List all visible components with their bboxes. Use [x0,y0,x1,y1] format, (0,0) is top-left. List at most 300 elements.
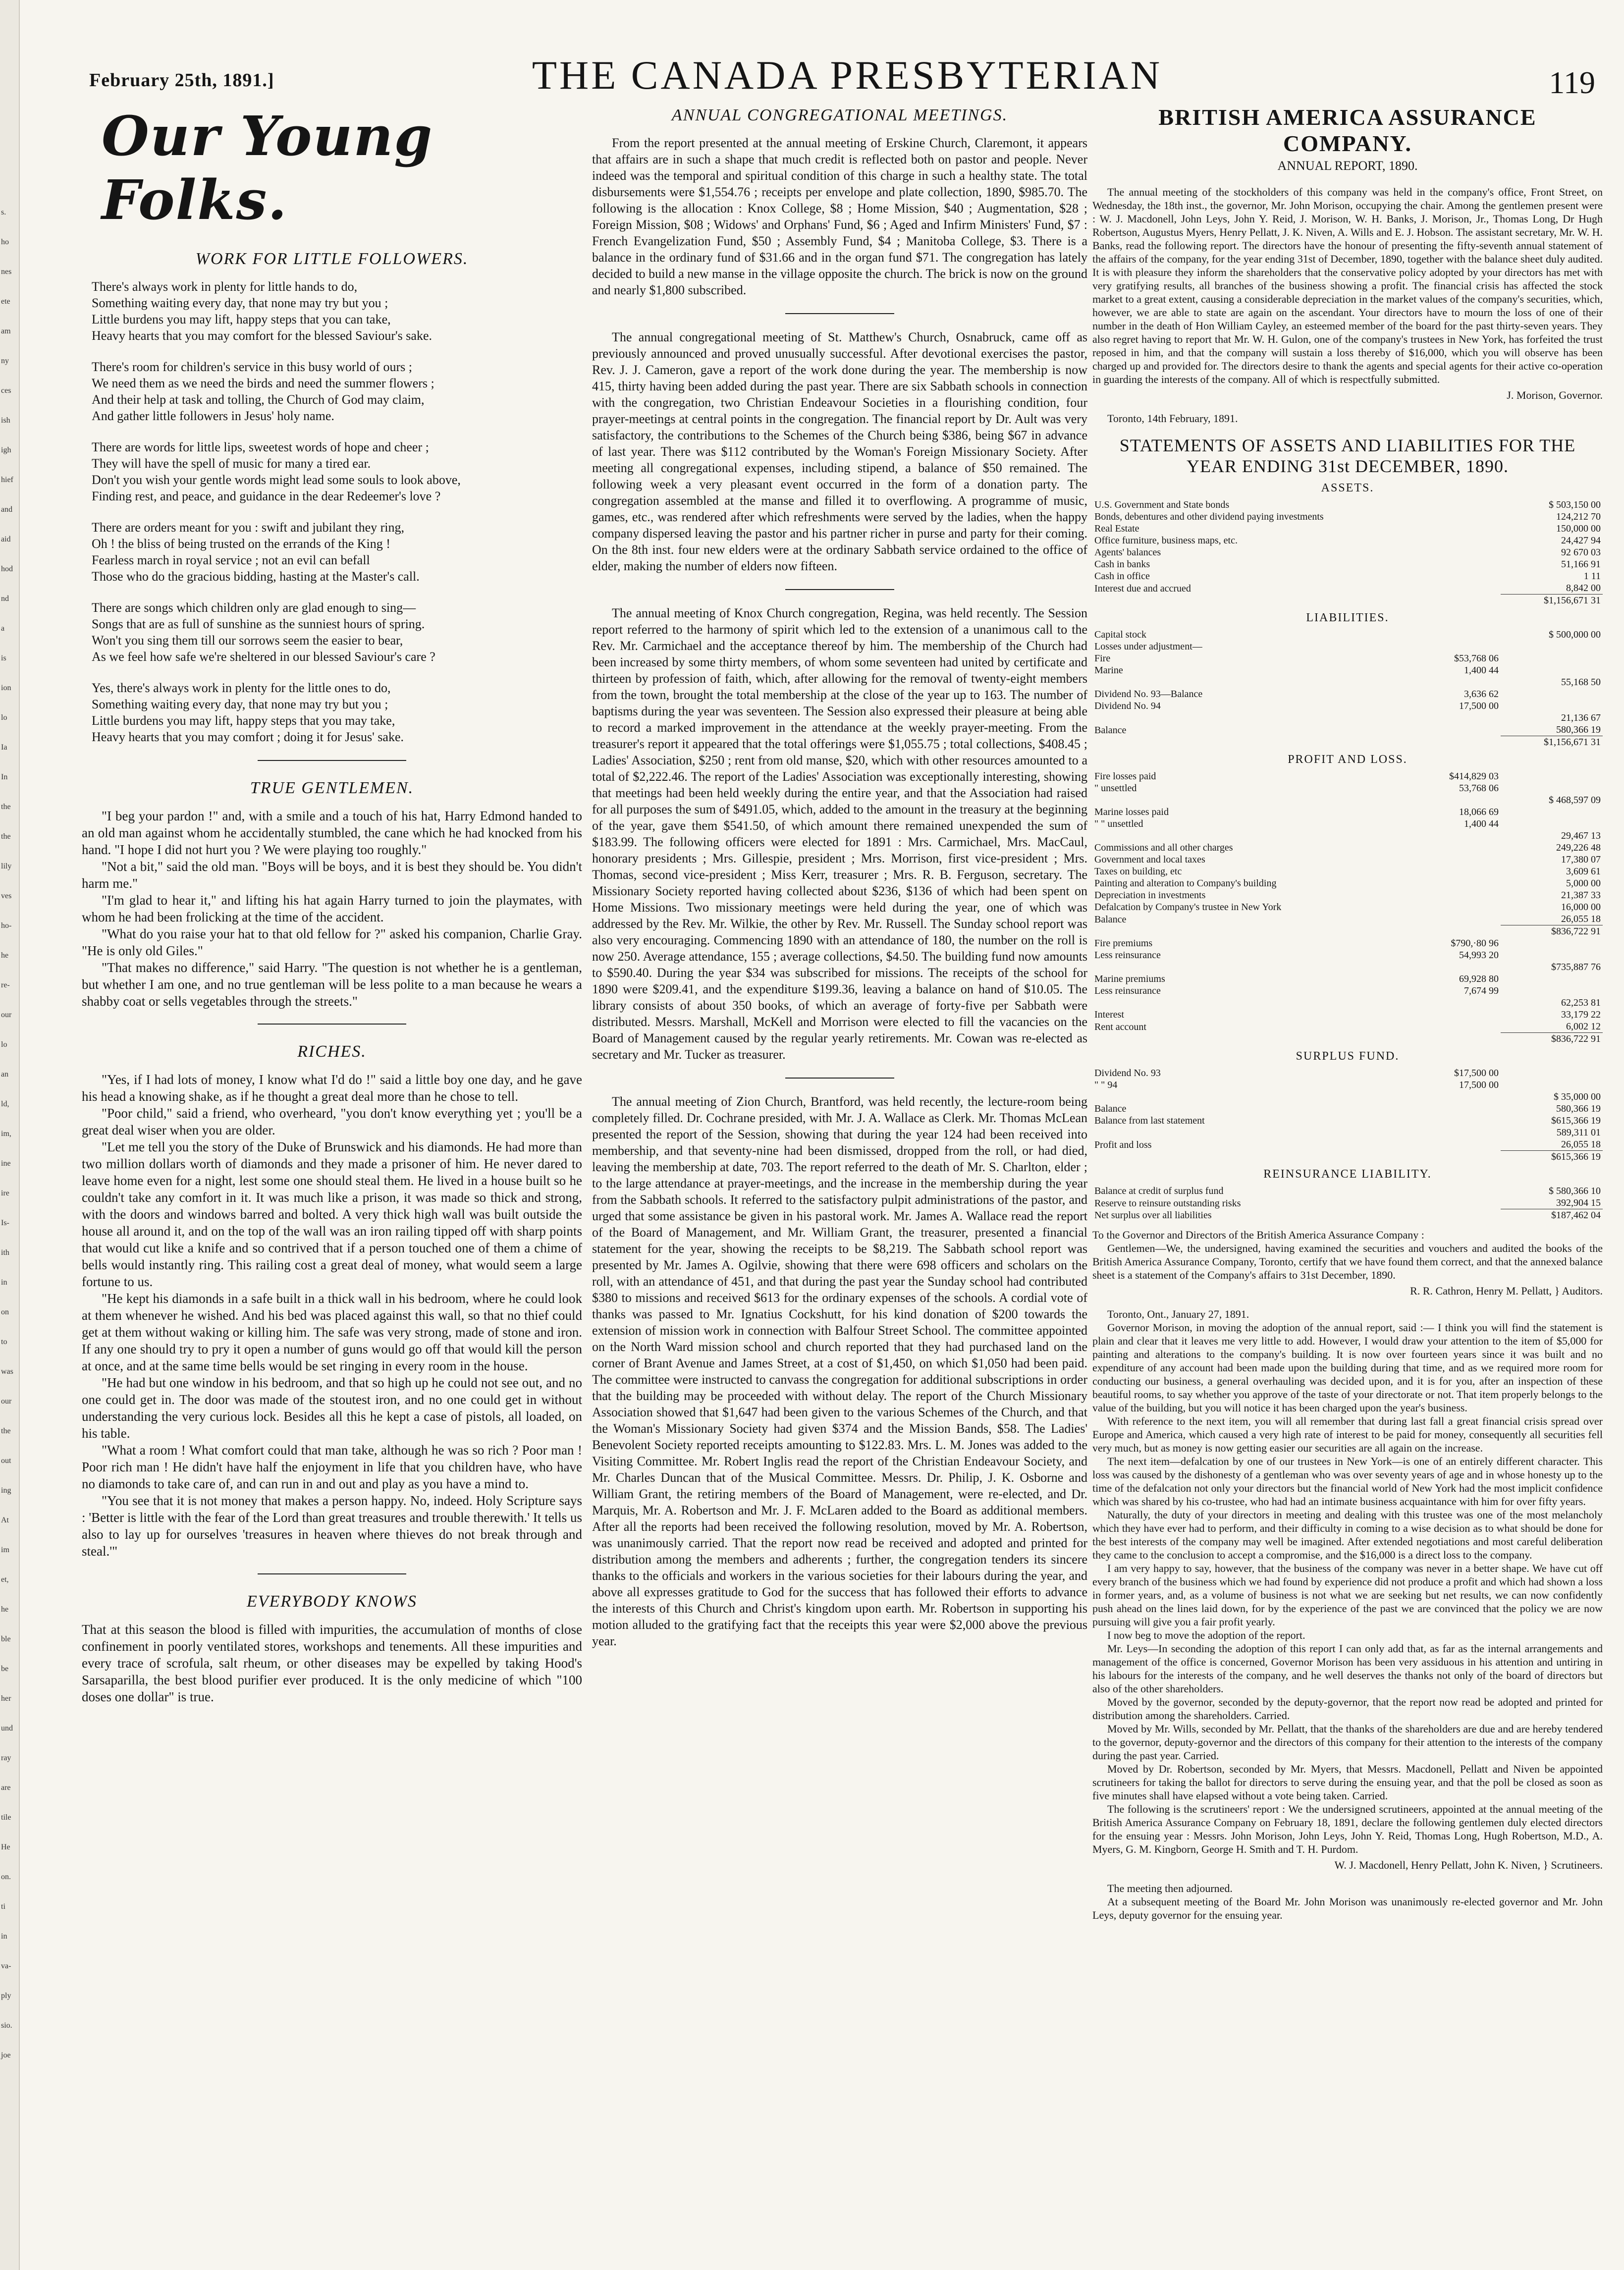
account-subamount [1399,889,1501,901]
governor-signature: J. Morison, Governor. [1507,389,1603,401]
clip-fragment: her [1,1694,11,1703]
account-amount [1501,1067,1603,1079]
clip-fragment: our [1,1011,12,1019]
account-row [1092,629,1603,641]
meeting-report: The annual congregational meeting of St. Matthew's Church, Osnabruck, came off as previously announced and proved unusually successful. After devotional exercises the pastor, Rev. J. J. Cameron, gave a report of the work done during the year. The membership is now 415, thirty having been added during the past year. There are six Sabbath schools in connection with the congregation, two Christian Endeavour Societies in a flourishing condition, four prayer-meetings at central points in the congregation. The financial report by Dr. Ault was very satisfactory, the contributions to the Schemes of the Church being $386, being $67 in advance of last year. There was $112 contributed by the Woman's Foreign Missionary Society. After meeting all congregational expenses, including stipend, a balance of $50 remained. The following week a very pleasant event occurred in the form of a donation party. The congregation assembled at the manse and filled it to overflowing. A programme of music, games, etc., was rendered after which refreshments were served by the ladies, when the happy company dispersed leaving the pastor and his partner richer in purse and party for their coming. On the 8th inst. four new elders were at the ordinary Sabbath service ordained to the office of elder, making the number of elders now fifteen. [592,330,1087,573]
account-amount: 5,000 00 [1566,878,1601,889]
clip-fragment: is [1,654,6,662]
meeting-report: From the report presented at the annual meeting of Erskine Church, Claremont, it appears that affairs are in such a shape that much credit is reflected both on pastor and people. Never indeed was the temporal and spiritual condition of this charge in such a healthy state. The total disbursements were $1,554.76 ; receipts per envelope and plate collection, 1890, $985.70. The following is the allocation : Knox College, $8 ; Home Mission, $40 ; Augmentation, $28 ; Foreign Mission, $08 ; Widows' and Orphans' Fund, $6 ; Aged and Infirm Ministers' Fund, $7 : French Evangelization Fund, $50 ; Assembly Fund, $4 ; Manitoba College, $3. There is a balance in the ordinary fund of $31.66 and in the organ fund $71. The congregation has lately decided to build a new manse in the village opposite the church. The brick is now on the ground and nearly $1,800 subscribed. [592,136,1087,297]
table-title: SURPLUS FUND. [1296,1050,1400,1063]
account-label [1092,712,1399,724]
proceedings-paragraph: Moved by the governor, seconded by the deputy-governor, that the report now read be adopted and printed for distribution among the shareholders. Carried. [1092,1696,1603,1722]
account-label: Dividend No. 94 [1094,701,1161,711]
poem-line: There are orders meant for you : swift and jubilant they ring, [92,520,405,535]
clip-fragment: a [1,624,5,633]
clip-fragment: Ia [1,743,7,752]
account-amount [1501,973,1603,985]
account-label: Government and local taxes [1094,854,1205,865]
account-amount [1501,985,1603,997]
account-row [1092,818,1603,830]
paragraph: "Yes, if I had lots of money, I know what I'd do !" said a little boy one day, and he gave his head a knowing shake, as if he thought a great deal more than he chose to tell. [82,1072,582,1104]
account-label [1092,736,1399,749]
account-row [1092,724,1603,736]
account-amount [1501,664,1603,676]
account-subamount [1399,1151,1501,1163]
poem-line: We need them as we need the birds and need the summer flowers ; [92,376,434,390]
account-amount: 580,366 19 [1556,1103,1601,1114]
account-label [1092,1091,1399,1103]
account-label: Balance from last statement [1094,1115,1205,1126]
account-amount [1501,700,1603,712]
clip-fragment: va- [1,1962,11,1970]
account-label: Marine [1094,665,1123,676]
clip-fragment: im [1,1546,9,1554]
account-amount: $ 35,000 00 [1554,1091,1601,1102]
account-label: Agents' balances [1094,547,1161,558]
article-body-gentlemen [82,808,582,1010]
running-head [89,47,1605,111]
clip-fragment: ion [1,684,11,692]
account-label: Rent account [1094,1021,1146,1032]
poem-stanza [92,519,582,585]
account-subamount [1399,997,1501,1009]
account-amount [1501,641,1603,652]
poem-line: Don't you wish your gentle words might lead some souls to look above, [92,473,461,487]
poem-stanza [92,278,582,344]
account-total: $1,156,671 31 [1501,736,1603,749]
account-subamount [1399,582,1501,595]
poem-line: And gather little followers in Jesus' holy name. [92,409,334,423]
clip-fragment: the [1,832,11,841]
clip-fragment: was [1,1367,13,1376]
clip-fragment: he [1,1605,9,1614]
poem-line: Something waiting every day, that none may try but you ; [92,296,388,310]
account-label: Real Estate [1094,523,1139,534]
account-row [1092,937,1603,949]
poem-line: Fearless march in royal service ; not an evil can befall [92,553,370,567]
account-label: Painting and alteration to Company's building [1094,878,1277,889]
clip-fragment: and [1,505,13,514]
clip-fragment: ny [1,357,9,365]
poem-line: Heavy hearts that you may comfort ; doing it for Jesus' sake. [92,730,404,744]
account-label [1092,794,1399,806]
clip-fragment: aid [1,535,11,543]
account-label: Office furniture, business maps, etc. [1094,535,1238,546]
account-label [1092,595,1399,607]
poem-line: There's always work in plenty for little hands to do, [92,279,358,294]
account-row [1092,1127,1603,1138]
poem-line: Oh ! the bliss of being trusted on the errands of the King ! [92,537,390,551]
account-subamount [1399,865,1501,877]
account-row [1092,1021,1603,1033]
account-subamount [1399,1033,1501,1045]
account-row [1092,1115,1603,1127]
clip-fragment: he [1,951,9,960]
account-subamount: 17,500 00 [1459,1080,1499,1090]
clip-fragment: ish [1,416,10,425]
account-label: U.S. Government and State bonds [1094,499,1230,510]
divider [258,1024,406,1025]
account-amount: 589,311 01 [1556,1127,1601,1138]
account-amount: 33,179 22 [1561,1009,1601,1020]
account-table [1092,499,1603,606]
poem-line: Songs that are as full of sunshine as the sunniest hours of spring. [92,617,425,631]
account-row [1092,535,1603,546]
account-amount: 3,609 61 [1566,866,1601,877]
account-label: Marine premiums [1094,973,1165,984]
account-row [1092,1197,1603,1209]
proceedings-paragraph: Mr. Leys—In seconding the adoption of this report I can only add that, as far as the internal arrangements and management of the office is concerned, Governor Morison has been very assiduous in his attention and untiring in his labours for the interests of the company, and he well deserves the thanks not only of the board of directors but also of the other shareholders. [1092,1642,1603,1695]
account-subamount: 54,993 20 [1459,950,1499,961]
proceedings-paragraph: Moved by Dr. Robertson, seconded by Mr. Myers, that Messrs. Macdonell, Pellatt and Niven be appointed scrutineers for taking the ballot for directors to serve during the ensuing year, and that the poll be closed as soon as five minutes shall have elapsed without a vote being taken. Carried. [1092,1763,1603,1802]
account-subamount [1399,1185,1501,1197]
account-label [1092,830,1399,842]
section-heading-meetings: ANNUAL CONGREGATIONAL MEETINGS. [671,106,1008,124]
clip-fragment: our [1,1397,12,1405]
newspaper-title: THE CANADA PRESBYTERIAN [532,53,1163,98]
account-subamount: 17,500 00 [1459,701,1499,711]
clip-fragment: im, [1,1130,11,1138]
page-number: 119 [1549,65,1595,100]
clip-fragment: ho- [1,921,12,930]
account-amount: 26,055 18 [1561,914,1601,924]
account-label: Fire [1094,653,1111,664]
account-total-row [1092,1033,1603,1045]
account-subamount [1399,842,1501,854]
account-row [1092,1091,1603,1103]
article-body-riches [82,1071,582,1560]
account-row [1092,652,1603,664]
clip-fragment: ply [1,1992,11,2000]
poem-line: Heavy hearts that you may comfort for the blessed Saviour's sake. [92,328,432,343]
poem-line: There are words for little lips, sweetest words of hope and cheer ; [92,440,429,454]
account-amount: $ 468,597 09 [1549,795,1601,806]
account-row [1092,842,1603,854]
account-amount [1501,937,1603,949]
account-amount: 1 11 [1583,571,1601,582]
poem-line: Those who do the gracious bidding, hasting at the Master's call. [92,569,420,584]
account-row [1092,664,1603,676]
account-subamount [1399,535,1501,546]
clip-fragment: an [1,1070,9,1079]
proceedings-paragraph: With reference to the next item, you will all remember that during last fall a great financial crisis spread over Europe and America, which caused a very high rate of interest to be paid for money, consequently all securities fell very much, but as money is now getting easier our securities are all again on the increase. [1092,1415,1603,1454]
account-row [1092,973,1603,985]
account-amount [1501,949,1603,961]
paragraph: "He kept his diamonds in a safe built in a thick wall in his bedroom, where he could look at them whenever he wished. And his bed was placed against this wall, so that no thief could get at them without waking or killing him. The safe was very strong, made of stone and iron. If any one should try to pry it open a number of guns would go off that would kill the person at once, and at the same time bells would be set ringing in every room in the house. [82,1291,582,1373]
account-subamount [1399,1103,1501,1115]
account-label: " " unsettled [1094,818,1143,829]
account-row [1092,889,1603,901]
account-subamount [1399,901,1501,913]
clip-fragment: re- [1,981,10,989]
clip-fragment: nes [1,268,12,276]
paragraph: "I'm glad to hear it," and lifting his hat again Harry turned to join the playmates, with whom he had been frolicking at the time of the accident. [82,893,582,924]
account-subamount [1399,641,1501,652]
account-row [1092,546,1603,558]
account-label: Fire losses paid [1094,771,1156,782]
account-table [1092,1067,1603,1163]
account-amount: $ 580,366 10 [1549,1186,1601,1196]
account-label: Marine losses paid [1094,807,1169,817]
account-label [1092,961,1399,973]
report-subheading: ANNUAL REPORT, 1890. [1277,159,1418,173]
paragraph: "He had but one window in his bedroom, and that so high up he could not see out, and no one could get in. The door was made of the stoutest iron, and no one could get in without understanding the very curious lock. Besides all this he kept a case of pistols, all loaded, on his table. [82,1375,582,1441]
poem-stanza [92,359,582,424]
account-amount: 62,253 81 [1561,997,1601,1008]
proceedings-paragraph: Moved by Mr. Wills, seconded by Mr. Pellatt, that the thanks of the shareholders are due and are hereby tendered to the governor, deputy-governor and the directors of this company for their attention to the interests of the company during the past year. Carried. [1092,1723,1603,1762]
clip-fragment: be [1,1665,9,1673]
account-amount [1501,806,1603,818]
account-row [1092,877,1603,889]
account-subamount [1399,1138,1501,1151]
divider [258,760,406,761]
account-label: Commissions and all other charges [1094,842,1233,853]
auditor-signatures: R. R. Cathron, Henry M. Pellatt, } Auditors. [1410,1285,1603,1297]
account-row [1092,523,1603,535]
account-subamount [1399,1091,1501,1103]
article-title-gentlemen: TRUE GENTLEMEN. [250,779,414,797]
account-row [1092,499,1603,511]
clip-fragment: lily [1,862,12,870]
column-assurance-report [1092,104,1603,2220]
account-label: Depreciation in investments [1094,890,1206,901]
divider [785,313,894,314]
account-subamount: $17,500 00 [1454,1068,1499,1079]
account-total-row [1092,1209,1603,1222]
poem-stanza [92,439,582,504]
account-subamount: 53,768 06 [1459,783,1499,794]
poem-line: Little burdens you may lift, happy steps that you may take, [92,713,395,728]
poem-line: There's room for children's service in this busy world of ours ; [92,360,412,374]
clip-fragment: ti [1,1902,5,1911]
account-label: Less reinsurance [1094,950,1161,961]
clip-fragment: the [1,1427,11,1435]
account-total-row [1092,925,1603,938]
table-title: REINSURANCE LIABILITY. [1263,1168,1432,1181]
account-row [1092,1009,1603,1021]
account-subamount: 18,066 69 [1459,807,1499,817]
account-amount: 92 670 03 [1561,547,1601,558]
account-subamount [1399,854,1501,865]
paragraph: "That makes no difference," said Harry. "The question is not whether he is a gentleman, but whether I am one, and no true gentleman will be less polite to a man because he wears a shabby coat or sells vegetables through the streets." [82,960,582,1009]
proceedings-paragraph: Naturally, the duty of your directors in meeting and dealing with this trustee was one of the most melancholy which they have ever had to perform, and their difficulty in coming to a wise decision as to what should be done for the best interests of the company may well be imagined. After extended negotiations and most careful deliberation they came to the conclusion to accept a compromise, and the $16,000 is a direct loss to the company. [1092,1509,1603,1561]
clip-fragment: ho [1,238,9,246]
clip-fragment: In [1,773,8,781]
account-subamount: 69,928 80 [1459,973,1499,984]
account-subamount [1399,546,1501,558]
clip-fragment: s. [1,208,6,216]
clip-fragment: on [1,1308,9,1316]
ad-body-everybody-knows: That at this season the blood is filled with impurities, the accumulation of months of close confinement in poorly ventilated stores, workshops and tenements. All these impurities and every trace of scrofula, salt rheum, or other diseases may be expelled by taking Hood's Sarsaparilla, the best blood purifier ever produced. It is the only medicine of which "100 doses one dollar" is true. [82,1622,582,1704]
proceedings-paragraph: The next item—defalcation by one of our trustees in New York—is one of an entirely different character. This loss was caused by the dishonesty of a gentleman who was over seventy years of age and in whose honesty up to the time of the defalcation not only your directors but the financial world of New York had the most implicit confidence which was shared by his co-trustee, who had had an intimate business acquaintance with him for over fifty years. [1092,1455,1603,1508]
divider [785,589,894,590]
poem-line: Something waiting every day, that none may try but you ; [92,697,388,711]
paragraph: "Not a bit," said the old man. "Boys will be boys, and it is best they should be. You didn't harm me." [82,859,582,891]
account-label [1092,1033,1399,1045]
scrutineer-signatures: W. J. Macdonell, Henry Pellatt, John K. Niven, } Scrutineers. [1334,1859,1603,1871]
account-table [1092,629,1603,748]
account-label [1092,1151,1399,1163]
clip-fragment: ete [1,297,10,306]
poem-line: There are songs which children only are glad enough to sing— [92,600,416,615]
account-subamount [1399,1021,1501,1033]
account-subamount [1399,1197,1501,1209]
paragraph: "Let me tell you the story of the Duke of Brunswick and his diamonds. He had more than two million dollars worth of diamonds and they made a prisoner of him. He never dared to leave home even for a night, lest some one should steal them. He lived in a house built so he couldn't take any comfort in it. It was much like a prison, it was made so thick and strong, with the doors and windows barred and bolted. A very thick high wall was built outside the house all around it, and on the top of the wall was an iron railing tipped off with sharp points that would cut like a knife and so contrived that if a person touched one of them a chime of bells would instantly ring. This railing cost a great deal of money, what would seem a large fortune to us. [82,1139,582,1289]
account-subamount [1399,629,1501,641]
account-row [1092,1079,1603,1091]
account-subamount: $414,829 03 [1449,771,1499,782]
final-note: At a subsequent meeting of the Board Mr. John Morison was unanimously re-elected governor and Mr. John Leys, deputy governor for the ensuing year. [1092,1895,1603,1921]
account-row [1092,558,1603,570]
paragraph: "What do you raise your hat to that old fellow for ?" asked his companion, Charlie Gray. "He is only old Giles." [82,926,582,958]
account-subamount [1399,925,1501,938]
account-total-row [1092,595,1603,607]
account-amount [1501,782,1603,794]
clip-fragment: igh [1,446,11,454]
account-subamount [1399,712,1501,724]
account-amount [1501,818,1603,830]
account-label: Bonds, debentures and other dividend paying investments [1094,511,1324,522]
account-row [1092,913,1603,925]
proceedings-paragraph: Governor Morison, in moving the adoption of the annual report, said :— I think you will find the statement is plain and clear that it leaves me very little to add. However, I would draw your attention to the item of $5,000 for painting and alterations to the company's building. It is now over fourteen years since it was built and no expenditure of any account had been made upon the building during that time, and as we required more room for conducting our business, a general overhauling was decided upon, and it is for you, after an inspection of these beautiful rooms, to say whether you approve of the taste of your directorate or not. That item properly belongs to the value of the building, but you will notice it has been charged upon the year's business. [1092,1321,1603,1414]
clip-fragment: in [1,1278,7,1287]
clip-fragment: joe [1,2051,11,2059]
account-label: Interest due and accrued [1094,583,1191,594]
account-amount: $ 500,000 00 [1549,629,1601,640]
account-subamount [1399,511,1501,523]
account-subamount [1399,794,1501,806]
account-amount: 124,212 70 [1556,511,1601,522]
account-amount: 6,002 12 [1566,1021,1601,1032]
account-row [1092,1103,1603,1115]
account-table [1092,770,1603,937]
account-amount: 249,226 48 [1556,842,1601,853]
account-label: Dividend No. 93 [1094,1068,1161,1079]
account-amount: 51,166 91 [1561,559,1601,570]
report-place-date: Toronto, 14th February, 1891. [1107,412,1238,425]
table-title: LIABILITIES. [1306,611,1389,624]
account-subamount [1399,830,1501,842]
account-label: Net surplus over all liabilities [1094,1210,1212,1221]
account-subamount: 1,400 44 [1464,818,1499,829]
account-subamount [1399,499,1501,511]
account-label: Less reinsurance [1094,985,1161,996]
account-row [1092,901,1603,913]
account-table [1092,1185,1603,1221]
account-subamount [1399,523,1501,535]
account-label: Taxes on building, etc [1094,866,1182,877]
clip-fragment: out [1,1457,11,1465]
poem-body [82,278,582,745]
account-subamount: 1,400 44 [1464,665,1499,676]
account-subamount [1399,877,1501,889]
account-label [1092,1127,1399,1138]
poem-line: They will have the spell of music for many a tired ear. [92,456,371,471]
clip-fragment: und [1,1724,13,1732]
account-row [1092,782,1603,794]
poem-stanza [92,680,582,745]
account-amount [1501,688,1603,700]
poem-title: WORK FOR LITTLE FOLLOWERS. [195,250,469,268]
audit-address: To the Governor and Directors of the British America Assurance Company : [1092,1229,1424,1241]
account-row [1092,770,1603,782]
account-amount [1501,1079,1603,1091]
paragraph: "Poor child," said a friend, who overheard, "you don't know everything yet ; you'll be a great deal wiser when you are older. [82,1106,582,1137]
clip-fragment: ray [1,1754,11,1762]
financial-tables [1092,482,1603,1221]
meeting-report: The annual meeting of Zion Church, Brantford, was held recently, the lecture-room being completely filled. Dr. Cochrane presided, with Mr. J. A. Wallace as Clerk. Mr. Thomas McLean presented the report of the Session, showing that during the year 124 had been received into membership, and that seventy-nine had been dismissed, dropped from the roll, or had died, leaving the membership at date, 703. The report referred to the death of Mr. S. Charlton, elder ; to the large attendance at prayer-meetings, and the increase in the membership during the year from the Sabbath schools. It referred to the satisfactory pulpit administrations of the pastor, and urged that some assistance be given in his pastoral work. Mr. James A. Wallace read the report of the Board of Management, and Mr. William Grant, the treasurer, presented a financial statement for the year, showing the receipts to be $8,219. The Sabbath school report was presented by Mr. James A. Ogilvie, showing that there were 698 officers and scholars on the roll, with an attendance of 451, and that during the past year the Sunday school had contributed $380 to missions and received $613 for the ordinary expenses of the schools. A cordial vote of thanks was passed to Mr. Ignatius Cockshutt, for his kind donation of $200 towards the extension of mission work in connection with Balfour Street School. The committee appointed on the North Ward mission school and church reported that they had purchased land on the corner of Brant Avenue and James Street, at a cost of $1,450, on which $1,050 had been paid. The committee were instructed to canvass the congregation for additional subscriptions in order that the building may be proceeded with without delay. The report of the Church Missionary Association showed that $1,647 had been given to the various Schemes of the Church, and that the Woman's Missionary Society had given $374 and the Mission Bands, $58. The Ladies' Benevolent Society reported receipts amounting to $122.83. Mrs. L. M. Jones was added to the Visiting Committee. Mr. Robert Inglis read the report of the Christian Endeavour Society, and Mr. Charles Duncan that of the Musical Committee. Messrs. Dr. Philip, J. K. Osborne and William Grant, the retiring members of the Board of Management, were re-elected, and Dr. Marquis, Mr. A. Robertson and Mr. J. F. McLaren added to the Board as additional members. After all the reports had been received the following resolution, moved by Mr. A. Robertson, was unanimously carried. That the report now read be received and adopted and printed for distribution among the members and adherents ; further, the congregation tenders its sincere thanks to the officials and workers in the various societies for their labours during the year, and above all expresses gratitude to God for the success that has followed their efforts to advance the interests of this Church and Christ's kingdom upon earth. Mr. Robertson in supporting his motion alluded to the gratifying fact that the receipts this year were $2,000 above the previous year. [592,1094,1087,1648]
table-title: ASSETS. [1321,482,1374,494]
clip-fragment: et, [1,1575,9,1584]
account-subamount [1399,736,1501,749]
account-label: Balance [1094,914,1127,925]
proceedings-paragraph: I now beg to move the adoption of the report. [1107,1629,1305,1641]
account-amount: 392,904 15 [1556,1197,1601,1208]
account-subamount [1399,558,1501,570]
account-row [1092,570,1603,582]
account-row [1092,794,1603,806]
account-subamount: 7,674 99 [1464,985,1499,996]
account-label: Dividend No. 93—Balance [1094,689,1203,700]
account-label: Balance [1094,1103,1127,1114]
account-row [1092,949,1603,961]
account-row [1092,865,1603,877]
account-subamount [1399,676,1501,688]
account-amount: 24,427 94 [1561,535,1601,546]
clip-fragment: to [1,1338,7,1346]
proceedings-paragraph: I am very happy to say, however, that the business of the company was never in a better shape. We have cut off every branch of the business which we had found by experience did not produce a profit and which had shown a loss in former years, and, as a volume of business is not what we are seeking but net results, we can now confidently push ahead on the lines laid down, for by the experience of the past we are convinced that the policy we are now pursuing will give you a fair profit yearly. [1092,1562,1603,1628]
article-title-riches: RICHES. [297,1042,367,1061]
report-intro: The annual meeting of the stockholders of this company was held in the company's office, Front Street, on Wednesday, the 18th inst., the governor, Mr. John Morison, occupying the chair. Among the gentlemen present were : W. J. Macdonell, John Leys, John Y. Reid, J. Morison, W. H. Banks, J. Morison, Jr., Thomas Long, Dr Hugh Robertson, Augustus Myers, Henry Pellatt, J. K. Niven, A. Wills and E. J. Hobson. The assistant secretary, Mr. W. H. Banks, read the following report. The directors have the honour of presenting the fifty-seventh annual statement of the affairs of the company, for the year ending 31st of December, 1890, together with the balance sheet duly audited. It is with pleasure they inform the shareholders that the conservative policy adopted by your directors has met with very gratifying results, all branches of the business showing a profit. The financial crisis has affected the stock market to a great extent, causing a considerable depreciation in the market values of the company's securities, which, however, we are able to state are again on the ascendant. Your directors have to mourn the loss of one of their number in the death of Hon William Cayley, an esteemed member of the board for the past thirty-seven years. They also regret having to report that Mr. W. H. Gulon, one of the company's trustees in New York, has forfeited the trust reposed in him, and that the company will sustain a loss thereby of $16,000, which you will observe has been charged up and provided for. The directors desire to thank the agents and special agents for their active co-operation in guarding the interests of the company. All of which is respectfully submitted. [1092,186,1603,385]
account-label: Interest [1094,1009,1124,1020]
account-amount: $735,887 76 [1551,962,1601,973]
clip-fragment: ing [1,1486,11,1495]
poem-stanza [92,599,582,665]
poem-line: Finding rest, and peace, and guidance in the dear Redeemer's love ? [92,489,441,503]
account-total: $836,722 91 [1501,925,1603,938]
meeting-proceedings [1092,1321,1603,1856]
account-amount: 26,055 18 [1561,1139,1601,1150]
account-label: Losses under adjustment— [1094,641,1202,652]
paragraph: "I beg your pardon !" and, with a smile and a touch of his hat, Harry Edmond handed to an old man against whom he accidentally stumbled, the cane which he had knocked from his hand. "I hope I did not hurt you ? We were playing too roughly." [82,809,582,857]
account-subamount [1399,1209,1501,1222]
account-label: Defalcation by Company's trustee in New York [1094,902,1282,913]
account-row [1092,806,1603,818]
column-young-folks [82,104,582,2220]
account-amount: 8,842 00 [1566,583,1601,594]
account-row [1092,1185,1603,1197]
account-amount: 150,000 00 [1556,523,1601,534]
clip-fragment: lo [1,713,7,722]
account-total: $615,366 19 [1501,1151,1603,1163]
account-row [1092,676,1603,688]
account-row [1092,712,1603,724]
account-amount: $615,366 19 [1551,1115,1601,1126]
clip-fragment: ith [1,1248,9,1257]
account-row [1092,985,1603,997]
account-row [1092,961,1603,973]
divider [785,1078,894,1079]
account-label: Balance at credit of surplus fund [1094,1186,1224,1196]
clip-fragment: nd [1,595,9,603]
account-row [1092,688,1603,700]
clip-fragment: ld, [1,1100,9,1108]
issue-date: February 25th, 1891.] [89,70,274,91]
adjournment-note: The meeting then adjourned. [1107,1882,1233,1894]
account-subamount [1399,1009,1501,1021]
clip-fragment: He [1,1843,10,1851]
clip-fragment: in [1,1932,7,1941]
